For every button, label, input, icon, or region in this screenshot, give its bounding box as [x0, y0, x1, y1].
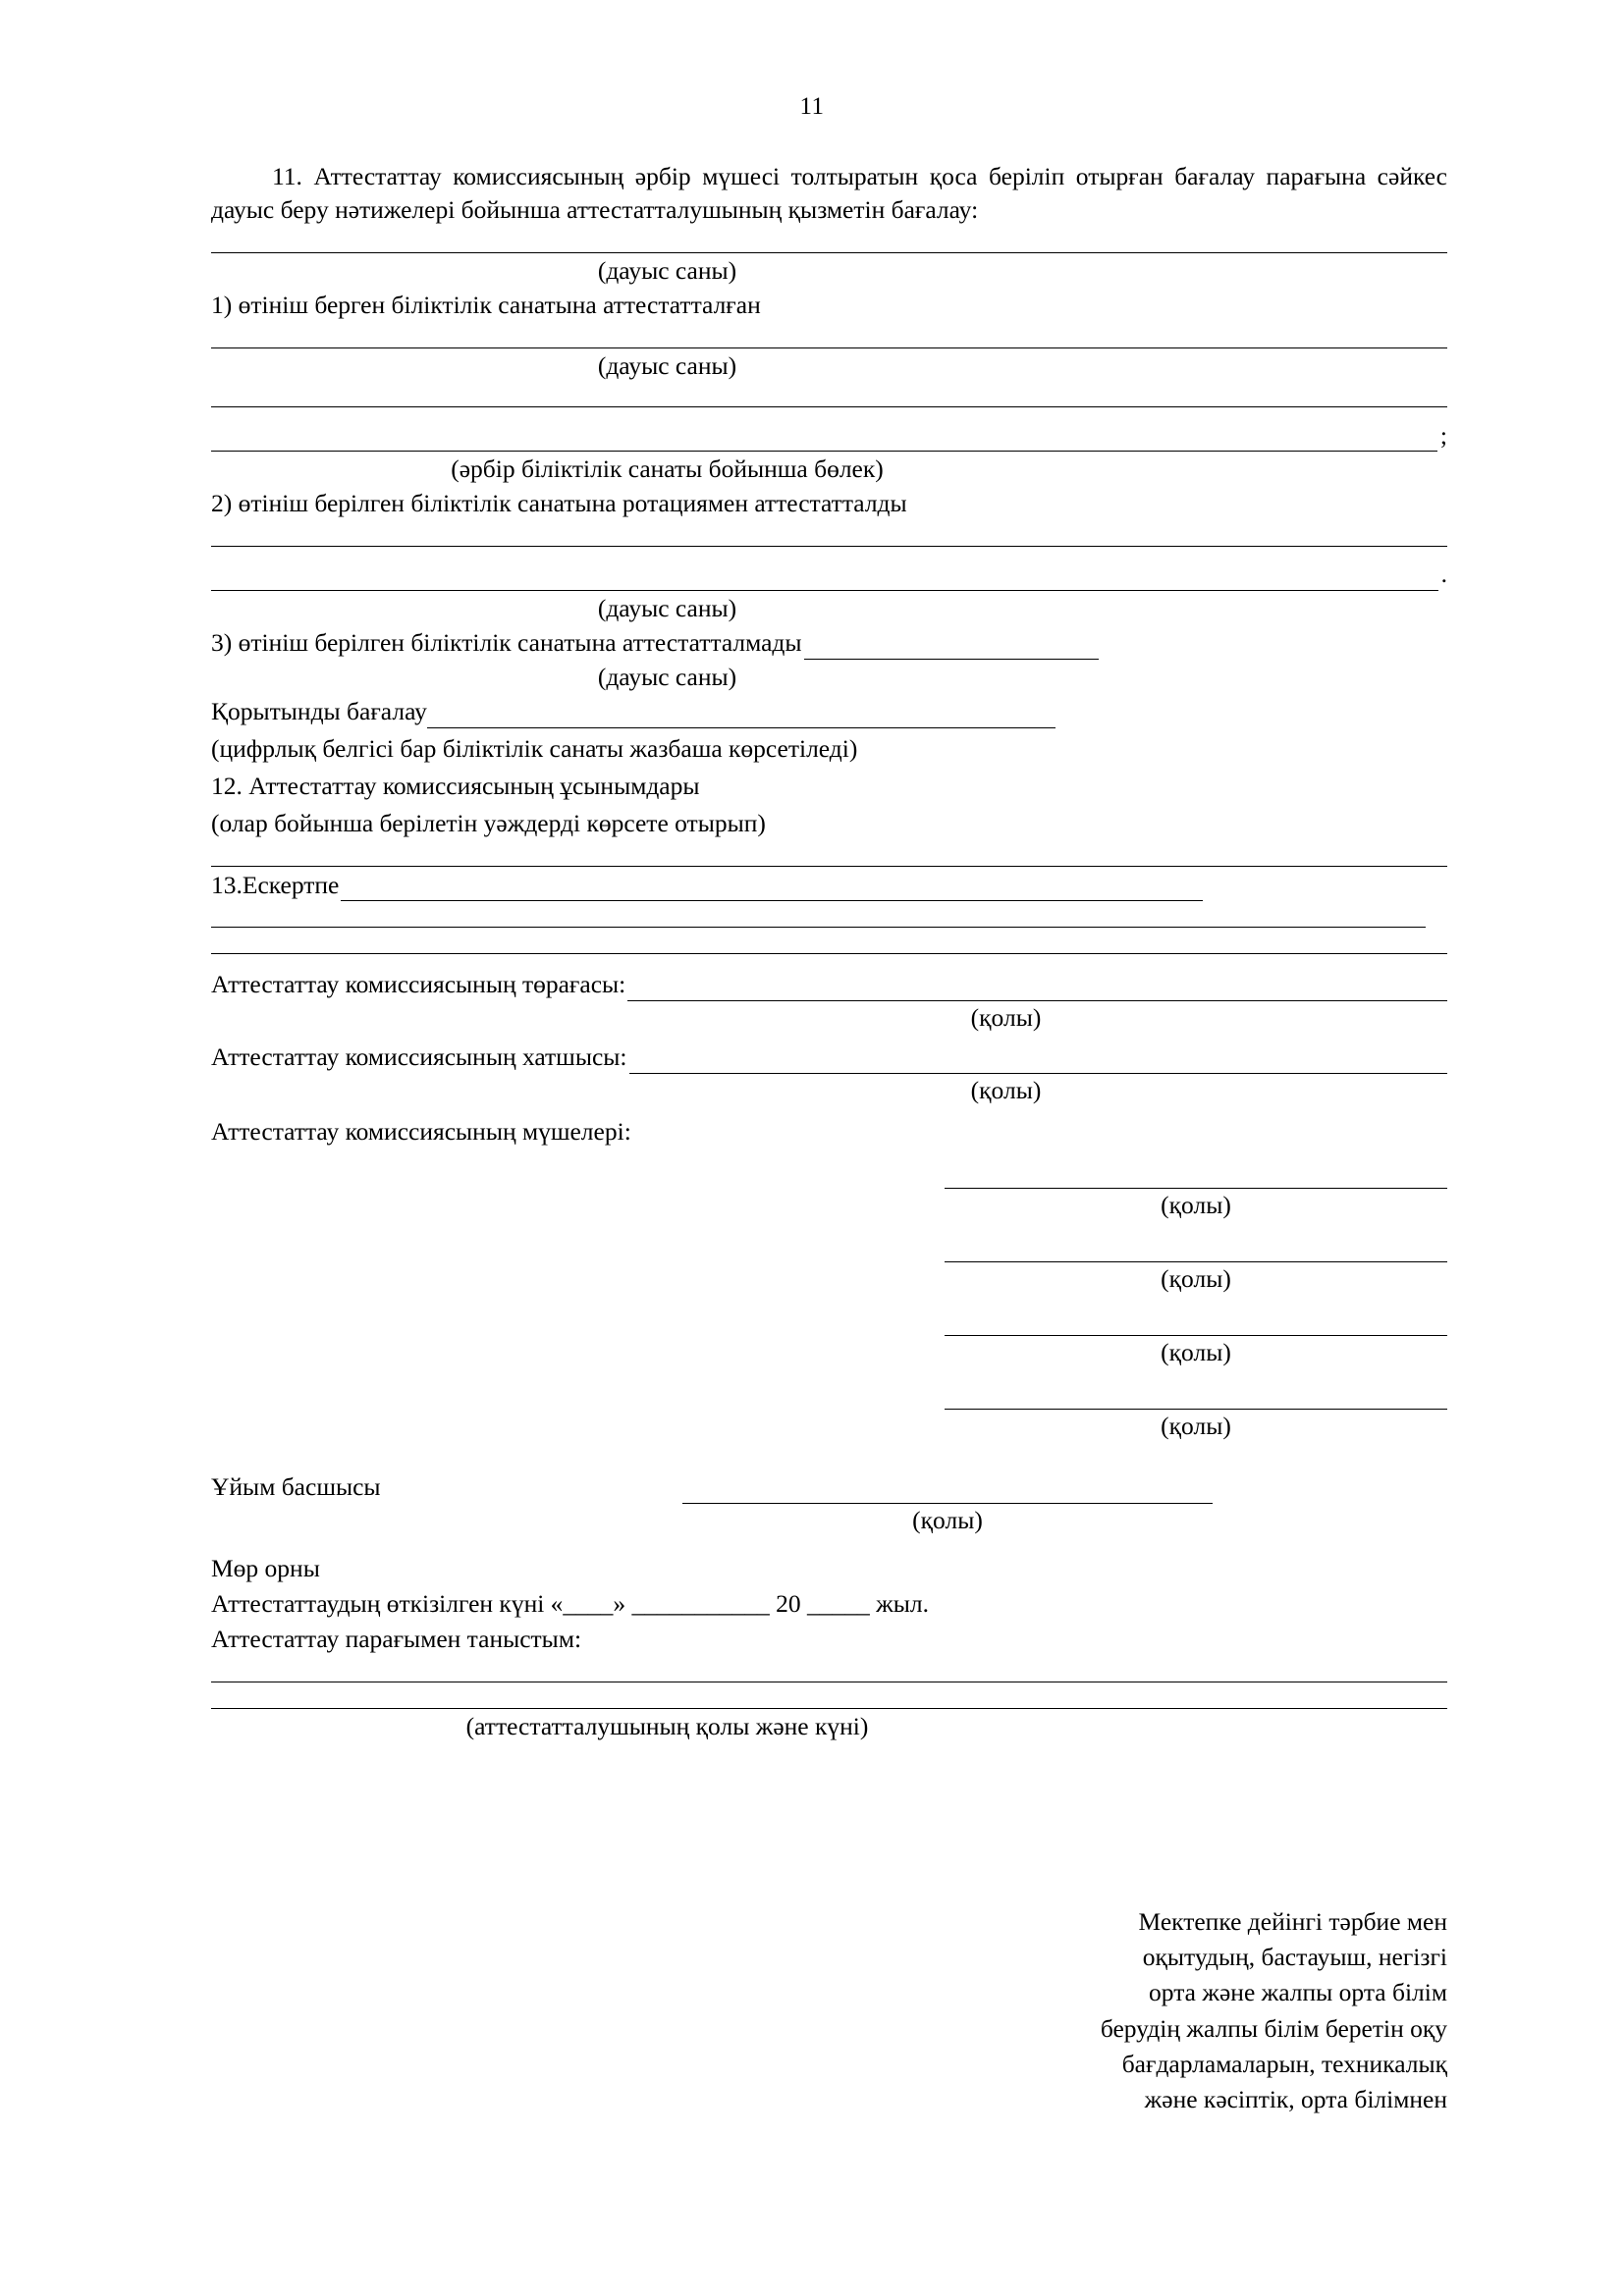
final-evaluation-row: [211, 695, 1447, 728]
member-signature-line-3: [945, 1317, 1447, 1336]
members-label: Аттестаттау комиссиясының мүшелері:: [211, 1117, 631, 1147]
secretary-signature-line: [629, 1051, 1448, 1074]
seal-label: Мөр орны: [211, 1554, 320, 1583]
paragraph-13-blank-1: [341, 879, 1203, 901]
chairman-signature-caption: (қолы): [970, 1003, 1042, 1033]
caption-votes-1: (дауыс саны): [597, 255, 737, 285]
member-signature-caption-3: (қолы): [1161, 1337, 1231, 1366]
member-line-wrap-2: [211, 1244, 1447, 1262]
chairman-row: [211, 968, 1447, 1001]
member-signature-line-1: [945, 1170, 1447, 1189]
footer-note-line-3: орта және жалпы орта білім: [1149, 1978, 1447, 2007]
member-line-wrap-1: [211, 1170, 1447, 1189]
page-number: 11: [799, 93, 825, 120]
semicolon-mark: ;: [1439, 420, 1447, 450]
final-evaluation-blank: [427, 706, 1056, 728]
footer-note-line-1: Мектепке дейінгі тәрбие мен: [1138, 1907, 1447, 1936]
item-2: 2) өтініш берілген біліктілік санатына ротациямен аттестатталды: [211, 489, 907, 518]
leader-row: [211, 1470, 1447, 1504]
secretary-row: [211, 1041, 1447, 1074]
acquainted-blank-2: [211, 1708, 1447, 1709]
member-signature-line-2: [945, 1244, 1447, 1262]
period-mark: .: [1440, 560, 1447, 589]
secretary-label: Аттестаттау комиссиясының хатшысы:: [211, 1042, 627, 1072]
blank-line-recommendations: [211, 866, 1447, 867]
blank-line-rotation-b-row: [211, 547, 1447, 591]
member-signature-caption-4: (қолы): [1161, 1411, 1231, 1440]
blank-line-category-b: [211, 429, 1437, 452]
footer-note-line-5: бағдарламаларын, техникалық: [1121, 2049, 1447, 2078]
paragraph-12-subtitle: (олар бойынша берілетін уәждерді көрсете отырып): [211, 808, 766, 837]
paragraph-11: 11. Аттестаттау комиссиясының әрбір мүшесі толтыратын қоса беріліп отырған бағалау парағына сәйкес дауыс беру нәтижелері бойынша аттестатталушының қызметін бағалау:: [211, 162, 1447, 224]
item-3-blank: [804, 637, 1099, 660]
paragraph-13-blank-2: [211, 927, 1426, 928]
secretary-signature-caption: (қолы): [970, 1076, 1042, 1105]
caption-votes-3: (дауыс саны): [597, 594, 737, 623]
member-line-wrap-4: [211, 1391, 1447, 1410]
footer-note-line-6: және кәсіптік, орта білімнен: [1144, 2085, 1447, 2114]
item-3-label: 3) өтініш берілген біліктілік санатына аттестатталмады: [211, 628, 802, 658]
member-line-wrap-3: [211, 1317, 1447, 1336]
blank-line-category-b-row: [211, 407, 1447, 452]
paragraph-13-row: [211, 869, 1447, 902]
leader-signature-caption: (қолы): [912, 1505, 983, 1534]
acquainted-caption: (аттестатталушының қолы және күні): [465, 1712, 869, 1741]
blank-line-votes-1: [211, 252, 1447, 253]
footer-note: [1025, 1904, 1447, 2117]
member-signature-line-4: [945, 1391, 1447, 1410]
chairman-signature-line: [627, 979, 1447, 1001]
caption-votes-2: (дауыс саны): [597, 350, 737, 380]
item-3: [211, 626, 1447, 660]
chairman-label: Аттестаттау комиссиясының төрағасы:: [211, 970, 626, 999]
document-body: [211, 160, 1447, 1742]
footer-note-line-2: оқытудың, бастауыш, негізгі: [1142, 1943, 1447, 1972]
caption-each-category: (әрбір біліктілік санаты бойынша бөлек): [451, 454, 884, 484]
footer-note-line-4: берудің жалпы білім беретін оқу: [1100, 2013, 1447, 2043]
member-signature-caption-1: (қолы): [1161, 1190, 1231, 1219]
blank-line-votes-2: [211, 347, 1447, 348]
leader-label: Ұйым басшысы: [211, 1471, 381, 1501]
paragraph-13-label: 13.Ескертпе: [211, 870, 340, 899]
blank-line-rotation-b: [211, 568, 1438, 591]
attestation-date-line: Аттестаттаудың өткізілген күні «____» ___________ 20 _____ жыл.: [211, 1589, 930, 1619]
paragraph-12-title: 12. Аттестаттау комиссиясының ұсынымдары: [211, 771, 700, 800]
acquainted-label: Аттестаттау парағымен таныстым:: [211, 1625, 582, 1654]
member-signature-caption-2: (қолы): [1161, 1263, 1231, 1293]
item-1: 1) өтініш берген біліктілік санатына аттестатталған: [211, 290, 761, 319]
leader-signature-line: [682, 1485, 1213, 1504]
final-evaluation-caption: (цифрлық белгісі бар біліктілік санаты жазбаша көрсетіледі): [211, 733, 858, 763]
paragraph-13-blank-3: [211, 953, 1447, 954]
caption-votes-4: (дауыс саны): [597, 663, 737, 692]
final-evaluation-label: Қорытынды бағалау: [211, 696, 427, 725]
